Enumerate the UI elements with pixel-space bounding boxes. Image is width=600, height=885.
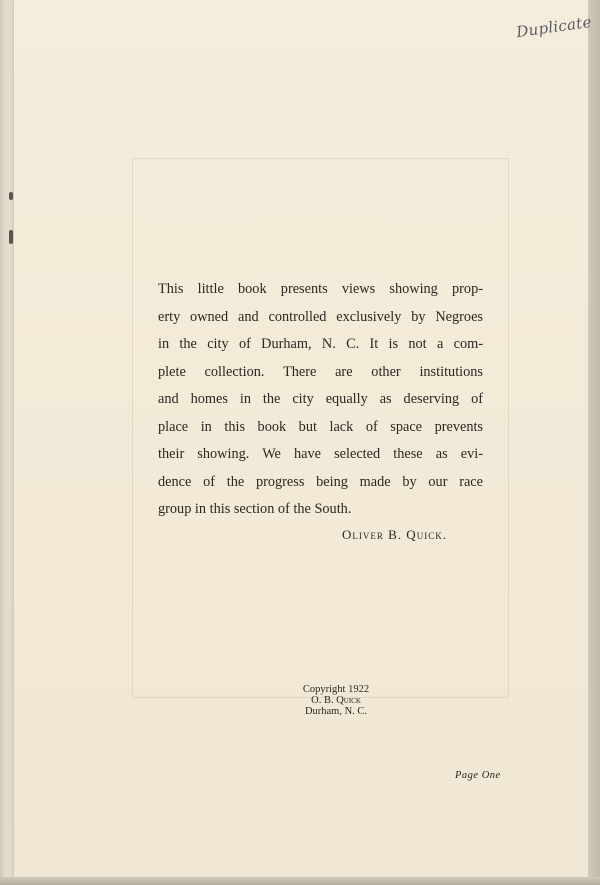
copyright-location: Durham, N. C. <box>304 706 368 717</box>
paragraph-line: This little book presents views showing prop- <box>158 281 483 297</box>
binding-mark <box>9 230 13 244</box>
author-signature: Oliver B. Quick. <box>342 527 447 542</box>
paragraph-line: in the city of Durham, N. C. It is not a com- <box>158 336 483 352</box>
paragraph-line: and homes in the city equally as deserving of <box>158 391 483 407</box>
copyright-year: Copyright 1922 <box>302 684 370 695</box>
paragraph-line: their showing. We have selected these as evi- <box>158 446 483 462</box>
intro-paragraph <box>158 276 483 524</box>
paragraph-line: plete collection. There are other institutions <box>158 363 483 380</box>
paragraph-line: dence of the progress being made by our race <box>158 473 483 490</box>
handwritten-annotation: Duplicate <box>515 12 593 42</box>
paragraph-line: place in this book but lack of space prevents <box>158 418 483 435</box>
copyright-notice <box>276 684 396 717</box>
paragraph-line: erty owned and controlled exclusively by Negroes <box>158 308 483 325</box>
page-number: Page One <box>455 770 501 781</box>
page-right-edge <box>588 0 600 885</box>
binding-mark <box>9 192 13 200</box>
paragraph-line: group in this section of the South. <box>158 501 352 517</box>
copyright-holder: O. B. Quick <box>311 695 361 706</box>
page-bottom-edge <box>0 877 600 885</box>
